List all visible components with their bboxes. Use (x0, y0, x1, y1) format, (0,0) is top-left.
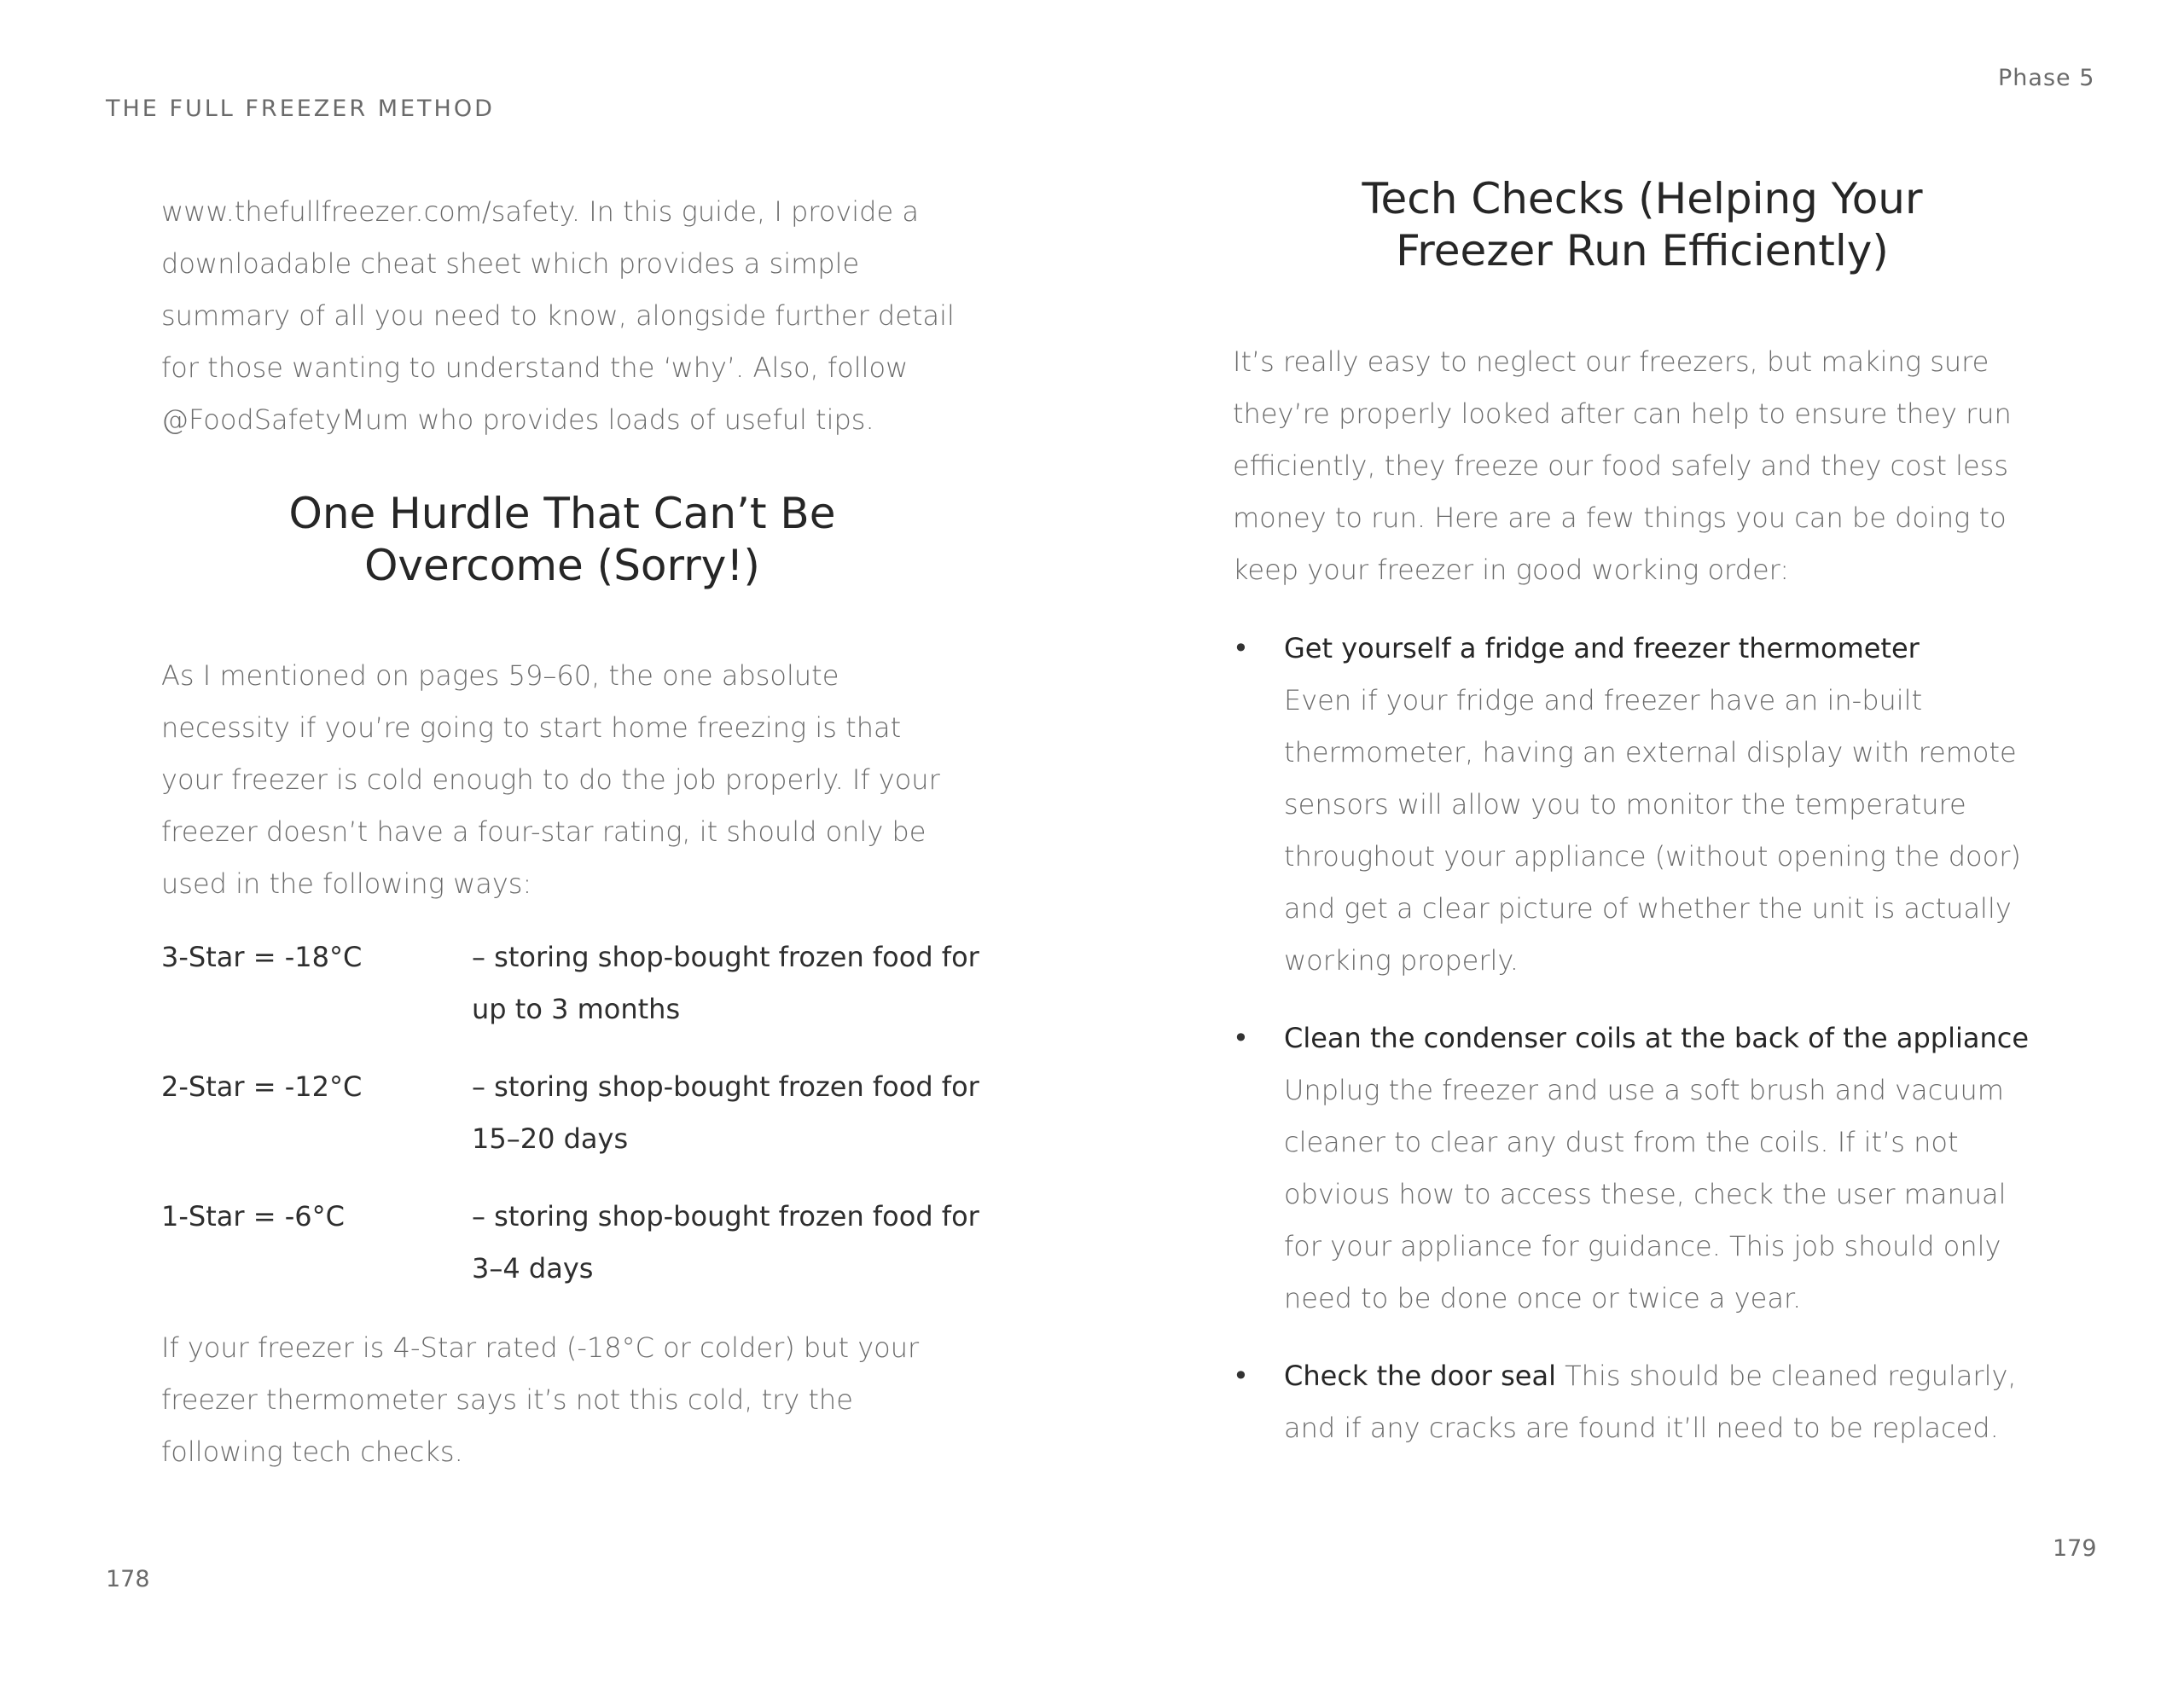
star-rating-use: – storing shop-bought frozen food for up to 3 months (472, 941, 979, 1025)
bullet-icon: • (1233, 1022, 1249, 1054)
page-number-right: 179 (2053, 1535, 2097, 1562)
tech-check-text: Unplug the freezer and use a soft brush and vacuum cleaner to clear any dust from the coils. If it’s not obvious how to access these, check the user manual for your appliance for guidance. This job should only need to be done once or twice a year. (1284, 1074, 2007, 1314)
left-closing-paragraph: If your freezer is 4-Star rated (-18°C or colder) but your freezer thermometer says it’s not this cold, try the following tech checks. (161, 1331, 920, 1468)
tech-check-text: This should be cleaned regularly, and if any cracks are found it’ll need to be replaced. (1284, 1360, 2017, 1444)
tech-check-title: Get yourself a fridge and freezer thermometer (1284, 632, 1920, 664)
bullet-icon: • (1233, 632, 1249, 664)
running-title-left: THE FULL FREEZER METHOD (106, 96, 495, 122)
tech-check-title: Check the door seal (1284, 1360, 1556, 1392)
star-rating-label: 2-Star = -12°C (161, 1070, 363, 1103)
tech-check-text: Even if your fridge and freezer have an in-built thermometer, having an external display with remote sensors will allow you to monitor the temperature throughout your appliance (without opening the door) and get a clear picture of whether the unit is actually working properly. (1284, 684, 2021, 977)
left-paragraph-necessity: As I mentioned on pages 59–60, the one absolute necessity if you’re going to start home freezing is that your freezer is cold enough to do the job properly. If your freezer doesn’t have a four-star rating, it should only be used in the following ways: (161, 659, 940, 900)
page-number-left: 178 (106, 1566, 150, 1592)
star-rating-use: – storing shop-bought frozen food for 3–4 days (472, 1200, 979, 1285)
star-rating-use: – storing shop-bought frozen food for 15–20 days (472, 1070, 979, 1155)
star-rating-label: 1-Star = -6°C (161, 1200, 345, 1232)
running-title-right: Phase 5 (1998, 65, 2095, 91)
tech-checks-list (1233, 623, 2052, 1454)
star-rating-list (161, 931, 1014, 1295)
star-rating-row (161, 1061, 1014, 1165)
left-heading-line2: Overcome (Sorry!) (364, 541, 760, 590)
right-heading (1233, 173, 2052, 277)
left-heading (144, 488, 980, 592)
right-heading-line2: Freezer Run Efficiently) (1396, 226, 1889, 276)
tech-check-item (1233, 623, 2052, 987)
star-rating-row (161, 1191, 1014, 1295)
right-heading-line1: Tech Checks (Helping Your (1362, 174, 1923, 223)
tech-check-item (1233, 1012, 2052, 1325)
right-intro-paragraph: It’s really easy to neglect our freezers, but making sure they’re properly looked after can help to ensure they run efficiently, they freeze our food safely and they cost less money to run. Here are a few things you can be doing to keep your freezer in good working order: (1233, 345, 2012, 586)
tech-check-title: Clean the condenser coils at the back of the appliance (1284, 1022, 2030, 1054)
star-rating-label: 3-Star = -18°C (161, 941, 363, 973)
left-heading-line1: One Hurdle That Can’t Be (288, 489, 836, 538)
left-intro-paragraph: www.thefullfreezer.com/safety. In this guide, I provide a downloadable cheat sheet which provides a simple summary of all you need to know, alongside further detail for those wanting to understand the ‘why’. Also, follow @FoodSafetyMum who provides loads of useful tips. (161, 195, 955, 436)
tech-check-item (1233, 1350, 2052, 1454)
bullet-icon: • (1233, 1360, 1249, 1392)
star-rating-row (161, 931, 1014, 1035)
